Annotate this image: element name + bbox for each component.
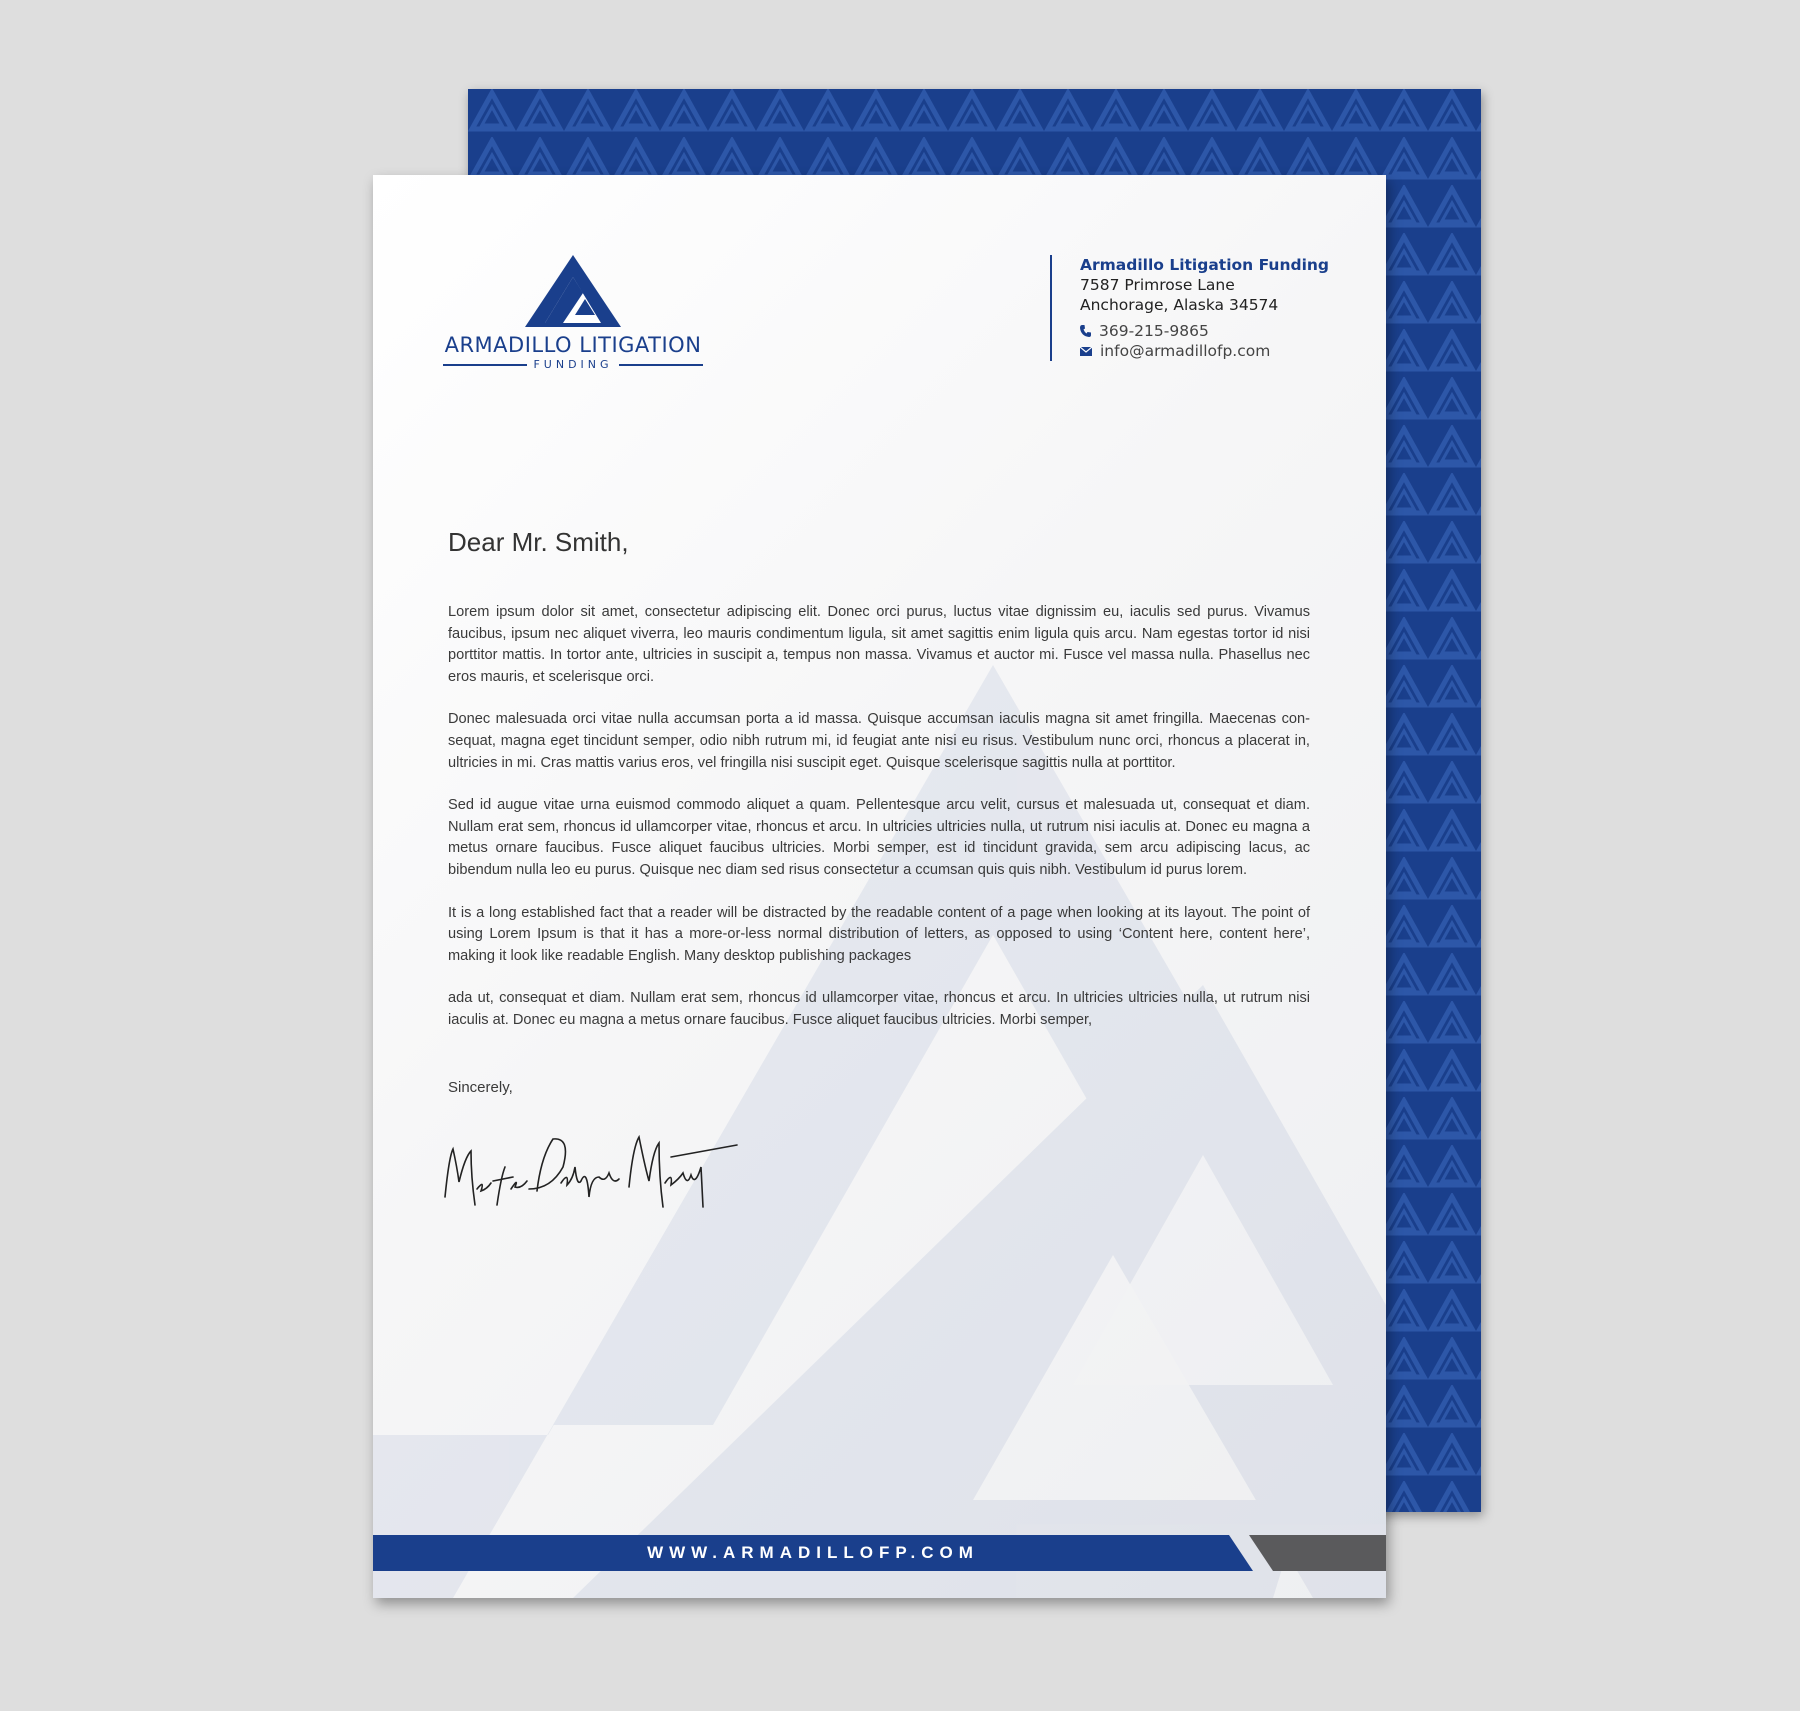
envelope-icon: [1080, 347, 1092, 356]
contact-address-line2: Anchorage, Alaska 34574: [1080, 296, 1279, 314]
triangle-logo-icon: [523, 253, 623, 329]
contact-block: [1050, 255, 1329, 361]
logo-rule-right: [619, 364, 703, 366]
contact-phone: 369-215-9865: [1099, 322, 1209, 340]
letter-paragraph: Donec malesuada orci vitae nulla accumsan porta a id massa. Quisque accumsan iaculis magna sit amet fringilla. Maecenas con-sequat, magna eget tincidunt semper, odio nibh rutrum mi, id feugiat ante nisi eu risus. Vestibulum nunc orci, rhoncus a placerat in, ultricies in mi. Cras mattis varius eros, vel fringilla nisi suscipit eget. Quisque scelerisque sagittis nulla at porttitor.: [448, 711, 1310, 771]
front-letterhead-sheet: [373, 175, 1386, 1598]
letter-body: [448, 602, 1310, 1053]
letter-paragraph: ada ut, consequat et diam. Nullam erat sem, rhoncus id ullamcorper vitae, rhoncus et arcu. In ultricies ultricies nulla, ut rutrum nisi iaculis at. Donec eu magna a metus ornare faucibus. Fusce aliquet faucibus ultricies. Morbi semper,: [448, 990, 1310, 1028]
footer-website-url: WWW.ARMADILLOFP.COM: [647, 1543, 979, 1562]
logo-subtitle-row: [443, 358, 703, 371]
letter-paragraph: Lorem ipsum dolor sit amet, consectetur adipiscing elit. Donec orci purus, luctus vitae dignissim eu, iaculis sed purus. Vivamus faucibus, ipsum nec aliquet viverra, leo mauris condimentum ligula, sit amet sagittis enim ligula quis arcu. Nam egestas tortor id nisi porttitor mattis. In tortor ante, ultricies in suscipit a, tempus non massa. Vivamus et auctor mi. Fusce vel massa nulla. Phasellus nec eros mauris, et scelerisque orci.: [448, 604, 1310, 685]
contact-email-row: [1080, 341, 1329, 361]
contact-address-line1: 7587 Primrose Lane: [1080, 276, 1235, 294]
contact-company: Armadillo Litigation Funding: [1080, 256, 1330, 274]
handwritten-signature: [441, 1127, 741, 1217]
footer-bar: [373, 1535, 1386, 1571]
letter-paragraph: Sed id augue vitae urna euismod commodo aliquet a quam. Pellentesque arcu velit, cursus et malesuada ut, consequat et diam. Nullam erat sem, rhoncus id ullamcorper vitae, rhoncus et arcu. In ultricies ultricies nulla, ut rutrum nisi iaculis at. Donec eu magna a metus ornare faucibus. Fusce aliquet faucibus ultricies. Morbi semper, est id tincidunt gravida, sem arcu adipiscing lacus, ac bibendum nulla leo eu purus. Quisque nec diam sed risus consectetur a ccumsan quis quis nibh. Vestibulum id purus lorem.: [448, 797, 1310, 878]
contact-phone-row: [1080, 321, 1329, 341]
logo-rule-left: [443, 364, 527, 366]
letter-closing: Sincerely,: [448, 1079, 513, 1096]
logo-company-name: ARMADILLO LITIGATION: [444, 333, 702, 357]
phone-icon: [1080, 325, 1091, 337]
contact-email: info@armadillofp.com: [1100, 342, 1271, 360]
letter-paragraph: It is a long established fact that a reader will be distracted by the readable content of a page when looking at its layout. The point of using Lorem Ipsum is that it has a more-or-less normal distribution of letters, as opposed to using ‘Content here, content here’, making it look like readable English. Many desktop publishing packages: [448, 904, 1310, 964]
letter-greeting: Dear Mr. Smith,: [448, 527, 629, 557]
company-logo: [443, 253, 703, 371]
logo-subtitle: FUNDING: [533, 358, 613, 371]
